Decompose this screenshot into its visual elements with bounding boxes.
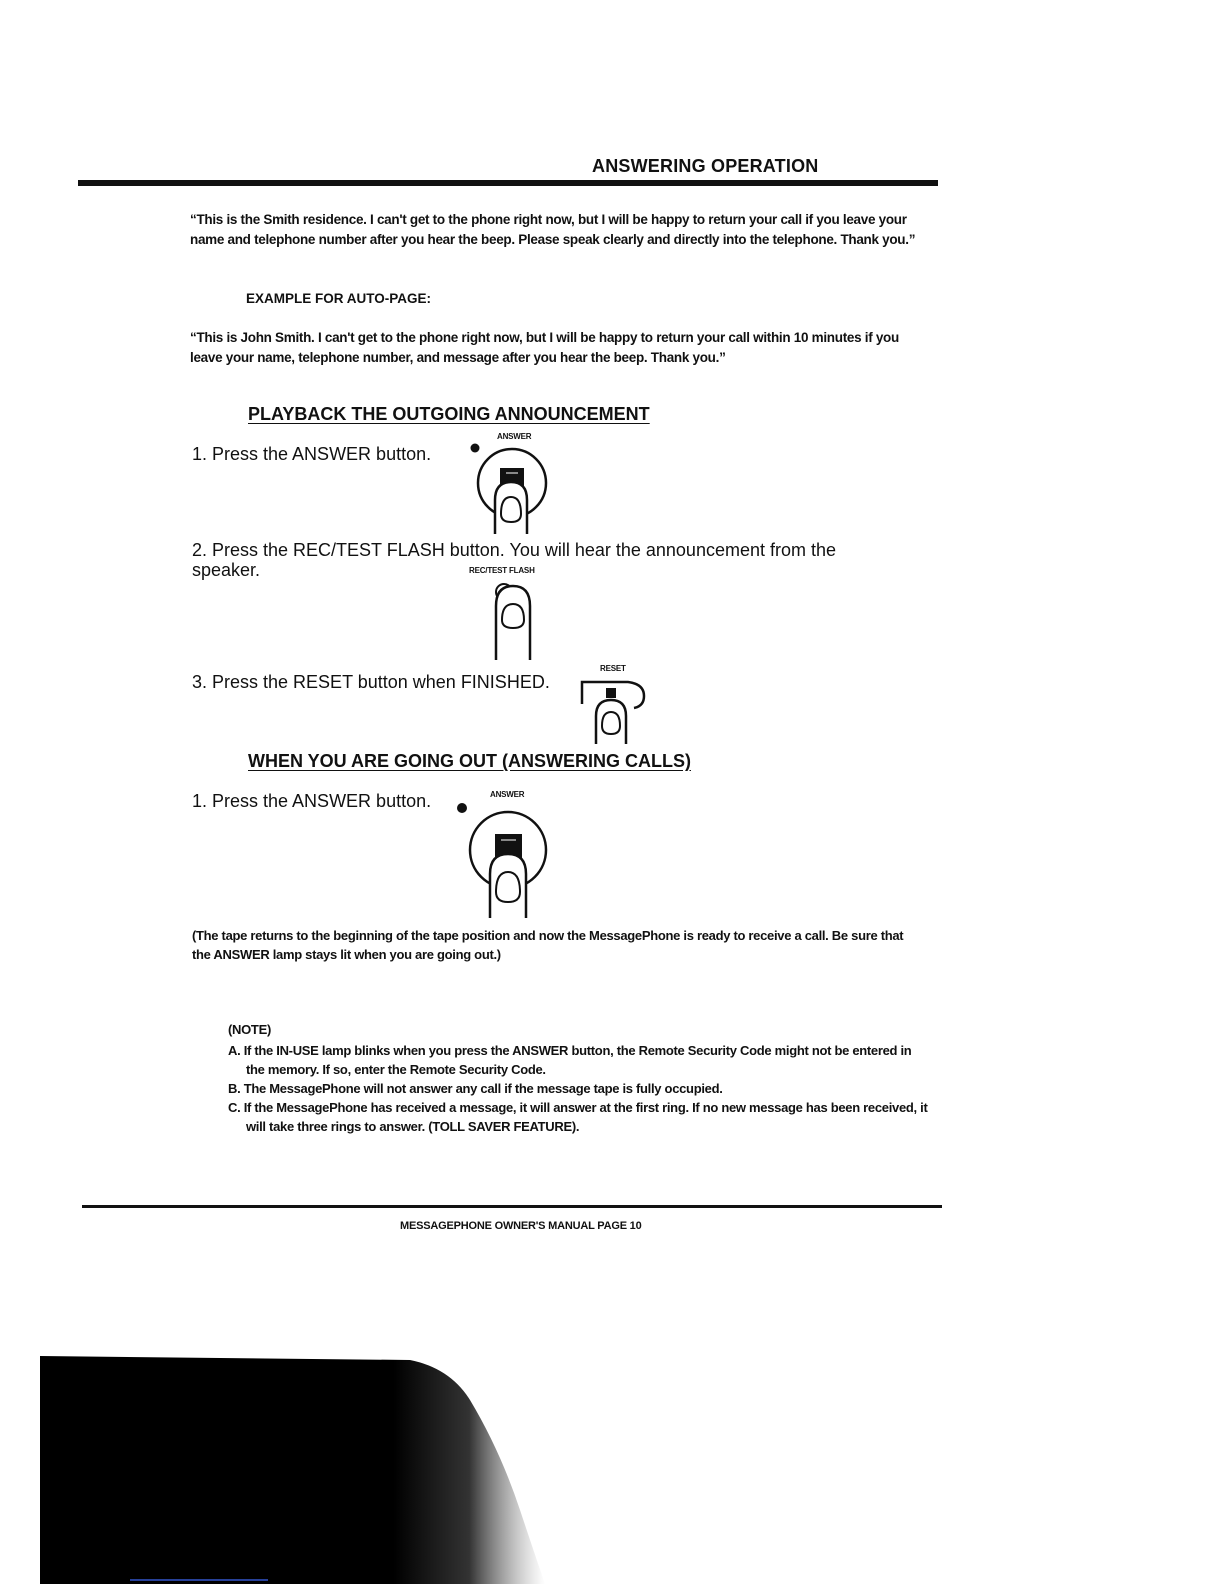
playback-step-3: 3. Press the RESET button when FINISHED. [192, 672, 550, 692]
header-rule [78, 180, 938, 186]
playback-step-2: 2. Press the REC/TEST FLASH button. You will hear the announcement from the speaker. [192, 540, 837, 580]
playback-step-1: 1. Press the ANSWER button. [192, 444, 432, 464]
finger-icon [495, 482, 527, 534]
footer-rule [82, 1205, 942, 1208]
note-item-c: C. If the MessagePhone has received a message, it will answer at the first ring. If no new message has been received, it will take three rings to answer. (TOLL SAVER FEATURE). [228, 1100, 928, 1134]
note-item-b: B. The MessagePhone will not answer any call if the message tape is fully occupied. [228, 1081, 723, 1096]
going-out-step-1: 1. Press the ANSWER button. [192, 791, 432, 811]
section-heading-playback: PLAYBACK THE OUTGOING ANNOUNCEMENT [248, 404, 650, 424]
finger-icon [596, 700, 626, 744]
section-heading-going-out: WHEN YOU ARE GOING OUT (ANSWERING CALLS) [248, 751, 691, 771]
page-footer: MESSAGEPHONE OWNER'S MANUAL PAGE 10 [400, 1220, 642, 1232]
page-header-title: ANSWERING OPERATION [592, 156, 819, 176]
answer-button-illustration [448, 796, 558, 922]
finger-icon [496, 586, 530, 660]
answer-lamp-icon [457, 803, 467, 813]
tape-return-note: (The tape returns to the beginning of the tape position and now the MessagePhone is ready to receive a call. Be sure that the ANSWER lamp stays lit when you are going out.) [192, 928, 904, 962]
answer-button-illustration [462, 436, 562, 538]
sample-announcement-text: “This is the Smith residence. I can't get to the phone right now, but I will be happy to return your call if you leave your name and telephone number after you hear the beep. Please speak clearly and directly into the telephone. Thank you.” [190, 212, 916, 247]
scan-shadow [0, 1340, 1224, 1584]
answer-lamp-icon [471, 444, 480, 453]
answer-button-label: ANSWER [490, 790, 525, 799]
auto-page-announcement-text: “This is John Smith. I can't get to the phone right now, but I will be happy to return your call within 10 minutes if you leave your name, telephone number, and message after you hear the beep. Thank you.” [190, 330, 899, 365]
note-block [228, 1020, 928, 1136]
example-label: EXAMPLE FOR AUTO-PAGE: [246, 291, 432, 306]
rec-test-flash-button-label: REC/TEST FLASH [469, 566, 535, 575]
reset-button-label: RESET [600, 664, 626, 673]
answer-button-label: ANSWER [497, 432, 532, 441]
reset-button-illustration [576, 674, 650, 746]
rec-test-flash-button-illustration [482, 576, 542, 662]
note-title: (NOTE) [228, 1022, 271, 1037]
note-item-a: A. If the IN-USE lamp blinks when you press the ANSWER button, the Remote Security Code might not be entered in the memory. If so, enter the Remote Security Code. [228, 1043, 912, 1077]
reset-button-key-icon [606, 688, 616, 698]
